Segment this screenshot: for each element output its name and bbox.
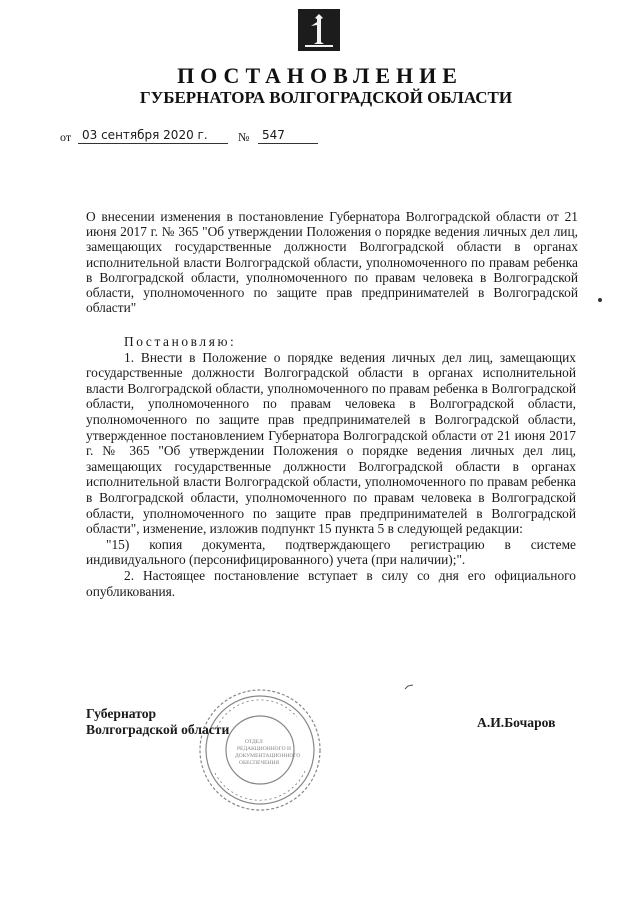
signer-name: А.И.Бочаров: [477, 715, 556, 730]
preamble-text: О внесении изменения в постановление Губернатора Волгоградской области от 21 июня 2017 г. № 365 "Об утверждении Положения о порядке ведения личных дел лиц, замещающих государственные должности Волгоградской области в органах исполнительной власти Волгоградской области, уполномоченного по правам ребенка в Волгоградской области, уполномоченного по правам человека в Волгоградской области, уполномоченного по защите прав предпринимателей в Волгоградской области": [86, 209, 578, 316]
quoted-amendment: "15) копия документа, подтверждающего регистрацию в системе индивидуального (персонифицированного) учета (при наличии);".: [86, 536, 576, 568]
paragraph-1: 1. Внести в Положение о порядке ведения личных дел лиц, замещающих государственные должности Волгоградской области в органах исполнительной власти Волгоградской области, уполномоченного по правам ребенка в Волгоградской области, уполномоченного по правам человека в Волгоградской области, уполномоченного по защите прав предпринимателей в Волгоградской области, утвержденное постановлением Губернатора Волгоградской области от 21 июня 2017 г. № 365 "Об утверждении Положения о порядке ведения личных дел лиц, замещающих государственные должности Волгоградской области в органах исполнительной власти Волгоградской области, уполномоченного по правам ребенка в Волгоградской области, уполномоченного по правам человека в Волгоградской области, уполномоченного по защите прав предпринимателей в Волгоградской области", изменение, изложив подпункт 15 пункта 5 в следующей редакции:: [86, 349, 576, 537]
document-subtitle: ГУБЕРНАТОРА ВОЛГОГРАДСКОЙ ОБЛАСТИ: [139, 88, 513, 107]
signer-position-line1: Губернатор: [86, 706, 157, 721]
date-label: от: [60, 130, 72, 144]
margin-dot: [598, 298, 602, 302]
svg-text:РЕДАКЦИОННОГО И: РЕДАКЦИОННОГО И: [237, 746, 292, 752]
svg-text:ОБЕСПЕЧЕНИЯ: ОБЕСПЕЧЕНИЯ: [239, 760, 280, 766]
paragraph-2: 2. Настоящее постановление вступает в силу со дня его официального опубликования.: [86, 567, 576, 599]
signer-position: [86, 706, 229, 737]
document-title: ПОСТАНОВЛЕНИЕ: [177, 63, 463, 88]
handwritten-mark: [404, 684, 414, 690]
postanovlyayu-heading: Постановляю:: [124, 334, 237, 349]
coat-of-arms-icon: [297, 8, 341, 52]
number-label: №: [238, 130, 250, 144]
preamble: [86, 209, 578, 315]
signer-position-line2: Волгоградской области: [86, 721, 230, 737]
svg-text:ОТДЕЛ: ОТДЕЛ: [245, 739, 263, 745]
document-body: [86, 334, 576, 599]
number-value: 547: [258, 128, 318, 144]
date-value: 03 сентября 2020 г.: [78, 128, 228, 144]
svg-text:ДОКУМЕНТАЦИОННОГО: ДОКУМЕНТАЦИОННОГО: [235, 753, 301, 759]
